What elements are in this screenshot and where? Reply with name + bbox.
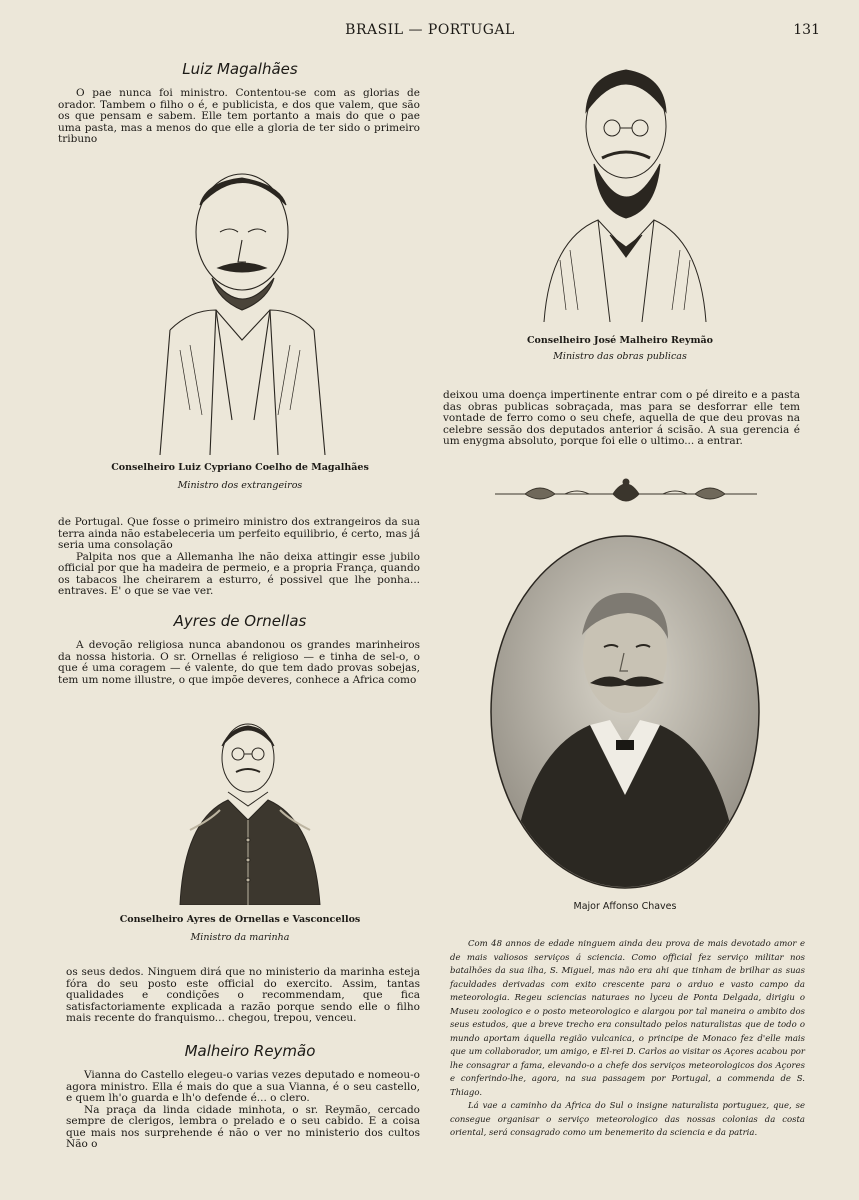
text-magalhaes-cont xyxy=(58,517,420,598)
paragraph: A devoção religiosa nunca abandonou os grandes marinheiros da nossa historia. O sr. Ornellas é religioso — e tinha de sel-o, o que é uma coragem — é valente, do que tem dado provas sobejas, tem um nome illustre, o que impõe deveres, conhece a Africa como xyxy=(58,639,420,686)
caption-name-chaves: Major Affonso Chaves xyxy=(573,901,677,912)
text-magalhaes-intro xyxy=(58,88,420,146)
paragraph: Lá vae a caminho da Africa do Sul o insigne naturalista portuguez, que, se consegue organisar o serviço meteorologico das nossas colonias da costa oriental, será consagrado como um benemerito da sciencia e da patria. xyxy=(450,1101,805,1138)
caption-name-magalhaes: Conselheiro Luiz Cypriano Coelho de Magalhães xyxy=(111,462,369,473)
ornamental-divider xyxy=(495,476,757,506)
text-ornellas-intro xyxy=(58,640,420,686)
text-ornellas-cont xyxy=(66,967,420,1025)
paragraph: de Portugal. Que fosse o primeiro ministro dos extrangeiros da sua terra ainda não estabeleceria um perfeito equilibrio, é certo, mas já seria uma consolação xyxy=(58,516,420,551)
paragraph: Vianna do Castello elegeu-o varias vezes deputado e nomeou-o agora ministro. Ella é mais do que a sua Vianna, é o seu castello, e quem lh'o guarda e lh'o defende é... o clero. xyxy=(66,1069,420,1104)
text-reymao-cont xyxy=(443,390,800,448)
caption-name-ornellas: Conselheiro Ayres de Ornellas e Vasconcellos xyxy=(119,914,361,925)
paragraph: Com 48 annos de edade ninguem ainda deu prova de mais devotado amor e de mais valiosos serviços á sciencia. Como official fez serviço militar nos batalhões da sua ilha, S. Miguel, mas não era ahi que tinham de brilhar as suas faculdades derivadas com exito crescente para o arduo e vasto campo da meteorologia. Regeu sciencias naturaes no lyceu de Ponta Delgada, dirigiu o Museu zoologico e o posto meteorologico e alargou por tal maneira o ambito dos seus estudos, que a breve trecho era consultado pelos naturalistas que de todo o mundo aportam áquella região vulcanica, o principe de Monaco fez d'elle mais que um collaborador, um amigo, e El-rei D. Carlos ao visitar os Açores acabou por lhe consagrar a fama, elevando-o a chefe dos serviços meteorologicos dos Açores e conferindo-lhe, agora, na sua passagem por Portugal, a commenda de S. Thiago. xyxy=(450,939,805,1098)
text-chaves xyxy=(450,938,805,1141)
caption-role-reymao: Ministro das obras publicas xyxy=(553,351,687,362)
section-title-ornellas: Ayres de Ornellas xyxy=(173,612,307,630)
caption-role-magalhaes: Ministro dos extrangeiros xyxy=(177,480,303,491)
paragraph: Palpita nos que a Allemanha lhe não deixa attingir esse jubilo official por que ha madeira de permeio, e a propria França, quando os tabacos lhe cheirarem a esturro, é possivel que lhe ponha... entraves. E' o que se vae ver. xyxy=(58,550,420,597)
text-reymao xyxy=(66,1070,420,1151)
running-header: BRASIL — PORTUGAL xyxy=(345,22,515,38)
photo-chaves xyxy=(490,535,760,890)
portrait-ornellas xyxy=(170,710,330,905)
section-title-reymao: Malheiro Reymão xyxy=(184,1042,316,1060)
portrait-reymao xyxy=(540,60,710,322)
paragraph: deixou uma doença impertinente entrar com o pé direito e a pasta das obras publicas sobraçada, mas para se desforrar elle tem vontade de ferro como o seu chefe, aquella de que deu provas na celebre sessão dos deputados anterior á scisão. A sua gerencia é um enygma absoluto, porque foi elle o ultimo... a entrar. xyxy=(443,389,800,447)
caption-role-ornellas: Ministro da marinha xyxy=(190,932,290,943)
caption-name-reymao: Conselheiro José Malheiro Reymão xyxy=(526,335,714,346)
portrait-magalhaes xyxy=(150,160,335,455)
paragraph: O pae nunca foi ministro. Contentou-se com as glorias de orador. Tambem o filho o é, e publicista, e dos que valem, que são os que pensam e sabem. Elle tem portanto a mais do que o pae uma pasta, mas a menos do que elle a gloria de ter sido o primeiro tribuno xyxy=(58,87,420,145)
paragraph: Na praça da linda cidade minhota, o sr. Reymão, cercado sempre de clerigos, lembra o prelado e o seu cabido. E a coisa que mais nos surprehende é não o ver no ministerio dos cultos Não o xyxy=(66,1103,420,1150)
section-title-magalhaes: Luiz Magalhães xyxy=(182,60,298,78)
paragraph: os seus dedos. Ninguem dirá que no ministerio da marinha esteja fóra do seu posto este official do exercito. Assim, tantas qualidades e condições o recommendam, que fica satisfactoriamente explicada a razão porque sendo elle o filho mais recente do franquismo... chegou, trepou, venceu. xyxy=(66,966,420,1024)
page-number: 131 xyxy=(793,22,820,38)
